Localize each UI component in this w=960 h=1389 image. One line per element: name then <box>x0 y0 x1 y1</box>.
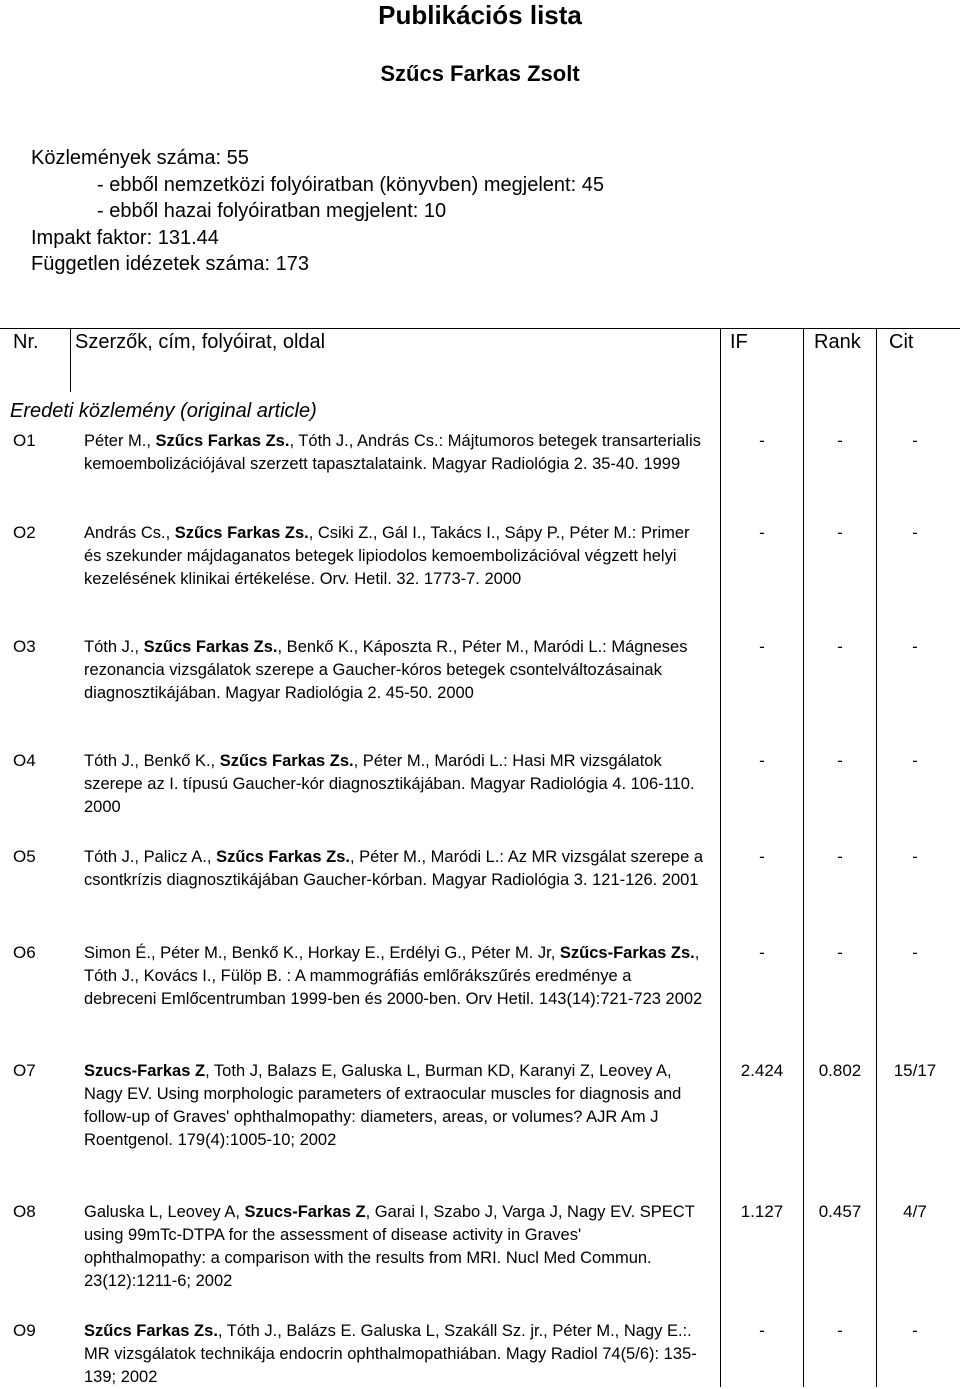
citation-authors-before: Tóth J., <box>84 638 144 656</box>
table-divider-rank <box>803 328 804 1387</box>
entry-cit: - <box>912 1321 918 1340</box>
author-name: Szűcs Farkas Zsolt <box>380 61 580 86</box>
entry-citation <box>84 1320 706 1389</box>
citation-rest: , Tóth J., Balázs E. Galuska L, Szakáll Sz. jr., Péter M., Nagy E.:. MR vizsgálatok technikája endocrin ophthalmopathiában. Magy Radiol 74(5/6): 135-139; 2002 <box>84 1322 697 1386</box>
citation-highlighted-author: Szűcs Farkas Zs. <box>219 752 354 770</box>
entry-rank: - <box>837 943 843 962</box>
citation-rest: , Péter M., Maródi L.: Hasi MR vizsgálatok szerepe az I. típusú Gaucher-kór diagnosztikájában. Magyar Radiológia 4. 106-110. 2000 <box>84 752 695 816</box>
table-divider-if <box>720 328 721 1387</box>
entry-number: O6 <box>13 943 36 962</box>
page-title: Publikációs lista <box>378 0 582 30</box>
entry-rank: - <box>837 431 843 450</box>
entry-citation <box>84 636 706 705</box>
entry-rank: - <box>837 523 843 542</box>
citation-authors-before: András Cs., <box>84 524 175 542</box>
entry-number: O3 <box>13 637 36 656</box>
citation-rest: , Péter M., Maródi L.: Az MR vizsgálat szerepe a csontkrízis diagnosztikájában Gaucher-kórban. Magyar Radiológia 3. 121-126. 2001 <box>84 848 704 889</box>
header-authors: Szerzők, cím, folyóirat, oldal <box>75 331 326 353</box>
entry-cit: 15/17 <box>893 1061 937 1080</box>
summary-impact-factor: Impakt faktor: 131.44 <box>31 226 219 249</box>
entry-rank: - <box>837 637 843 656</box>
entry-number: O1 <box>13 431 36 450</box>
entry-rank: - <box>837 751 843 770</box>
citation-highlighted-author: Szucs-Farkas Z <box>244 1203 366 1221</box>
citation-rest: , Garai I, Szabo J, Varga J, Nagy EV. SPECT using 99mTc-DTPA for the assessment of disease activity in Graves' ophthalmopathy: a comparison with the results from MRI. Nucl Med Commun. 23(12):1211-6; 2002 <box>84 1203 695 1290</box>
header-nr: Nr. <box>13 331 39 353</box>
entry-citation <box>84 1060 706 1152</box>
entry-cit: - <box>912 751 918 770</box>
summary-international: - ebből nemzetközi folyóiratban (könyvben) megjelent: 45 <box>97 173 604 196</box>
entry-rank: 0.802 <box>818 1061 862 1080</box>
table-divider-nr <box>70 328 71 392</box>
entry-number: O7 <box>13 1061 36 1080</box>
citation-authors-before: Galuska L, Leovey A, <box>84 1203 245 1221</box>
citation-authors-before: Tóth J., Palicz A., <box>84 848 217 866</box>
citation-highlighted-author: Szűcs Farkas Zs. <box>155 432 290 450</box>
entry-if: - <box>759 523 765 542</box>
citation-highlighted-author: Szucs-Farkas Z <box>84 1062 206 1080</box>
entry-if: - <box>759 943 765 962</box>
entry-number: O4 <box>13 751 36 770</box>
summary-total: Közlemények száma: 55 <box>31 147 249 169</box>
entry-rank: - <box>837 1321 843 1340</box>
entry-citation <box>84 1201 706 1293</box>
entry-citation <box>84 846 706 892</box>
entry-if: 2.424 <box>740 1061 784 1080</box>
citation-highlighted-author: Szűcs Farkas Zs. <box>143 638 278 656</box>
citation-rest: , Csiki Z., Gál I., Takács I., Sápy P., Péter M.: Primer és szekunder májdaganatos betegek lipiodolos kemoembolizációval végzett helyi kezelésének klinikai értékelése. Orv. Hetil. 32. 1773-7. 2000 <box>84 524 690 588</box>
citation-highlighted-author: Szűcs Farkas Zs. <box>216 848 350 866</box>
header-if: IF <box>730 331 748 353</box>
citation-rest: , Toth J, Balazs E, Galuska L, Burman KD, Karanyi Z, Leovey A, Nagy EV. Using morphologic parameters of extraocular muscles for diagnosis and follow-up of Graves' ophthalmopathy: diameters, areas, or volumes? AJR Am J Roentgenol. 179(4):1005-10; 2002 <box>84 1062 682 1149</box>
summary-domestic: - ebből hazai folyóiratban megjelent: 10 <box>97 200 447 222</box>
entry-rank: - <box>837 847 843 866</box>
entry-if: - <box>759 1321 765 1340</box>
entry-cit: - <box>912 943 918 962</box>
entry-if: - <box>759 431 765 450</box>
header-cit: Cit <box>889 331 914 353</box>
section-heading: Eredeti közlemény (original article) <box>10 400 317 422</box>
entry-if: - <box>759 751 765 770</box>
entry-if: 1.127 <box>740 1202 784 1221</box>
entry-number: O9 <box>13 1321 36 1340</box>
citation-authors-before: Tóth J., Benkő K., <box>84 752 220 770</box>
entry-number: O2 <box>13 523 36 542</box>
entry-cit: - <box>912 847 918 866</box>
entry-citation <box>84 750 706 819</box>
citation-rest: , Tóth J., Kovács I., Fülöp B. : A mammográfiás emlőrákszűrés eredménye a debreceni Emlőcentrumban 1999-ben és 2000-ben. Orv Hetil. 143(14):721-723 2002 <box>84 944 703 1008</box>
entry-number: O5 <box>13 847 36 866</box>
publication-summary <box>31 145 604 278</box>
citation-highlighted-author: Szűcs Farkas Zs. <box>174 524 309 542</box>
entry-citation <box>84 522 706 591</box>
citation-highlighted-author: Szűcs Farkas Zs. <box>84 1322 218 1340</box>
entry-if: - <box>759 847 765 866</box>
summary-citations: Független idézetek száma: 173 <box>31 253 309 275</box>
entry-cit: - <box>912 637 918 656</box>
entry-number: O8 <box>13 1202 36 1221</box>
citation-rest: , Tóth J., András Cs.: Májtumoros betegek transarterialis kemoembolizációjával szerzett tapasztalataink. Magyar Radiológia 2. 35-40. 1999 <box>84 432 701 473</box>
entry-citation <box>84 942 706 1011</box>
entry-rank: 0.457 <box>818 1202 862 1221</box>
header-rank: Rank <box>814 331 861 353</box>
entry-if: - <box>759 637 765 656</box>
table-divider-cit <box>876 328 877 1387</box>
entry-citation <box>84 430 706 476</box>
citation-highlighted-author: Szűcs-Farkas Zs. <box>559 944 695 962</box>
entry-cit: - <box>912 431 918 450</box>
entry-cit: - <box>912 523 918 542</box>
citation-rest: , Benkő K., Káposzta R., Péter M., Maródi L.: Mágneses rezonancia vizsgálatok szerepe a Gaucher-kóros betegek csontelváltozásainak diagnosztikájában. Magyar Radiológia 2. 45-50. 2000 <box>84 638 688 702</box>
citation-authors-before: Péter M., <box>84 432 156 450</box>
table-top-border <box>0 328 960 329</box>
citation-authors-before: Simon É., Péter M., Benkő K., Horkay E., Erdélyi G., Péter M. Jr, <box>84 944 560 962</box>
entry-cit: 4/7 <box>903 1202 927 1221</box>
